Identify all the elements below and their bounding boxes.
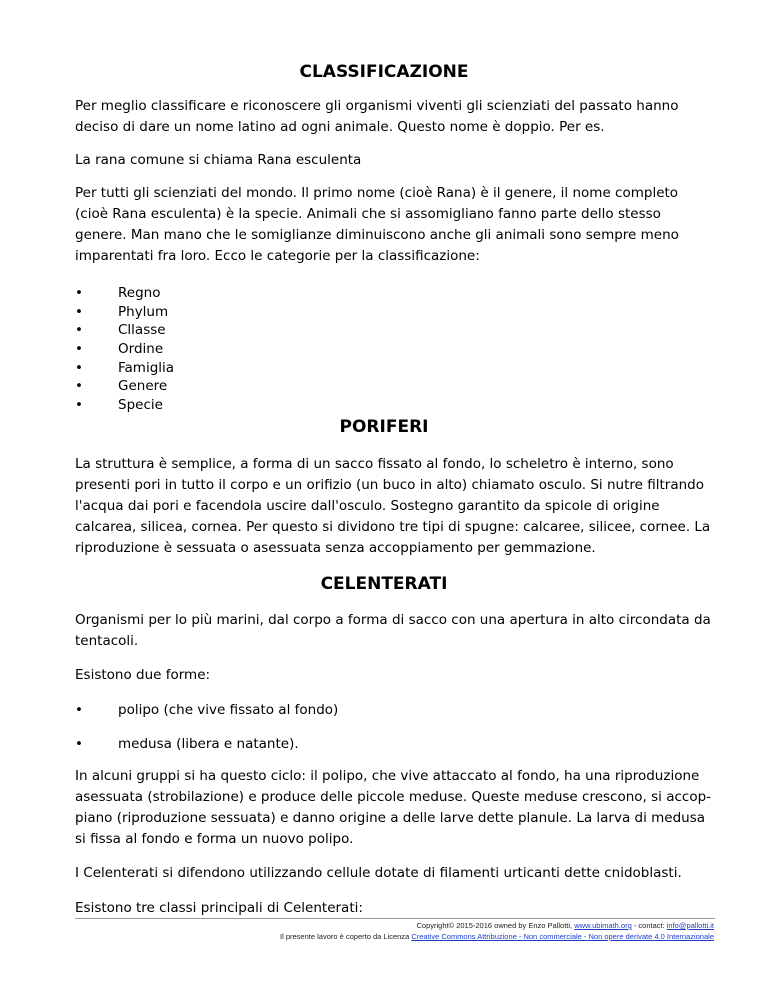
- footer-license: Il presente lavoro è coperto da Licenza Creative Commons Attribuzione - Non commerciale - Non opere derivate 4.0 Internazionale: [280, 932, 714, 941]
- site-link[interactable]: www.ubimath.org: [574, 921, 632, 930]
- bullet-icon: •: [75, 378, 83, 395]
- bullet-icon: •: [75, 359, 83, 376]
- document-page: CLASSIFICAZIONE Per meglio classificare e riconoscere gli organismi viventi gli scienziati del passato hanno deciso di dare un nome latino ad ogni animale. Questo nome è doppio. Per es. La rana comune si chiama Rana esculenta Per tutti gli scienziati del mondo. Il primo nome (cioè Rana) è il genere, il nome completo (cioè Rana esculenta) è la specie. Animali che si assomigliano fanno parte dello stesso genere. Man mano che le somiglianze diminuiscono anche gli animali sono sempre meno imparentati fra loro. Ecco le categorie per la classificazione: • Regno • Phylum • Cllasse • Ordine • Famiglia • Genere • Specie PORIFERI La struttura è semplice, a forma di un sacco fissato al fondo, lo scheletro è interno, sono presenti pori in tutto il corpo e un orifizio (un buco in alto) chiamato osculo. Si nutre filtrando l'acqua dai pori e facendola uscire dall'osculo. Sostegno garantito da spicole di origine calcarea, silicea, cornea. Per questo si dividono tre tipi di spugne: calcaree, silicee, cornee. La riproduzione è sessuata o asessuata senza accoppiamento per gemmazione. CELENTERATI Organismi per lo più marini, dal corpo a forma di sacco con una apertura in alto circondata da tentacoli. Esistono due forme: • polipo (che vive fissato al fondo) • medusa (libera e natante). In alcuni gruppi si ha questo ciclo: il polipo, che vive attaccato al fondo, ha una riproduzione asessuata (strobilazione) e produce delle piccole meduse. Queste meduse crescono, si accop-piano (riproduzione sessuata) e danno origine a delle larve dette planule. La larva di medusa si fissa al fondo e forma un nuovo polipo. I Celenterati si difendono utilizzando cellule dotate di filamenti urticanti dette cnidoblasti. Esistono tre classi principali di Celenterati: Copyright© 2015-2016 owned by Enzo Pallotti, www.ubimath.org - contact: info@pallotti.it Il presente lavoro è coperto da Licenza Creative Commons Attribuzione - Non commerciale - Non opere derivate 4.0 Internazionale: [0, 0, 768, 994]
- bullet-icon: •: [75, 303, 83, 320]
- footer-divider: [75, 918, 715, 919]
- bullet-icon: •: [75, 322, 83, 339]
- license-link[interactable]: Creative Commons Attribuzione - Non commerciale - Non opere derivate 4.0 Internazionale: [411, 932, 714, 941]
- section-title-poriferi: PORIFERI: [339, 417, 429, 437]
- paragraph: In alcuni gruppi si ha questo ciclo: il polipo, che vive attaccato al fondo, ha una riproduzione asessuata (strobilazione) e produce delle piccole meduse. Queste meduse crescono, si accop-piano (riproduzione sessuata) e danno origine a delle larve dette planule. La larva di medusa si fissa al fondo e forma un nuovo polipo.: [75, 768, 712, 847]
- bullet-icon: •: [75, 702, 83, 718]
- paragraph: Organismi per lo più marini, dal corpo a forma di sacco con una apertura in alto circondata da tentacoli.: [75, 612, 711, 649]
- paragraph: La struttura è semplice, a forma di un sacco fissato al fondo, lo scheletro è interno, sono presenti pori in tutto il corpo e un orifizio (un buco in alto) chiamato osculo. Si nutre filtrando l'acqua dai pori e facendola uscire dall'osculo. Sostegno garantito da spicole di origine calcarea, silicea, cornea. Per questo si dividono tre tipi di spugne: calcaree, silicee, cornee. La riproduzione è sessuata o asessuata senza accoppiamento per gemmazione.: [75, 456, 711, 556]
- bullet-icon: •: [75, 397, 83, 414]
- section-title-celenterati: CELENTERATI: [320, 574, 448, 594]
- section-title-classificazione: CLASSIFICAZIONE: [299, 62, 469, 82]
- paragraph: Per meglio classificare e riconoscere gli organismi viventi gli scienziati del passato hanno deciso di dare un nome latino ad ogni animale. Questo nome è doppio. Per es.: [75, 98, 679, 135]
- bullet-icon: •: [75, 285, 83, 301]
- paragraph: Esistono tre classi principali di Celenterati:: [75, 900, 363, 916]
- paragraph: Esistono due forme:: [75, 667, 211, 683]
- paragraph: La rana comune si chiama Rana esculenta: [75, 152, 362, 168]
- bullet-icon: •: [75, 341, 83, 358]
- email-link[interactable]: info@pallotti.it: [666, 921, 714, 930]
- paragraph: I Celenterati si difendono utilizzando cellule dotate di filamenti urticanti dette cnidoblasti.: [75, 865, 682, 881]
- footer-copyright: Copyright© 2015-2016 owned by Enzo Pallotti, www.ubimath.org - contact: info@pallotti.it: [416, 921, 714, 930]
- paragraph: Per tutti gli scienziati del mondo. Il primo nome (cioè Rana) è il genere, il nome completo (cioè Rana esculenta) è la specie. Animali che si assomigliano fanno parte dello stesso genere. Man mano che le somiglianze diminuiscono anche gli animali sono sempre meno imparentati fra loro. Ecco le categorie per la classificazione:: [75, 185, 679, 264]
- bullet-icon: •: [75, 736, 83, 752]
